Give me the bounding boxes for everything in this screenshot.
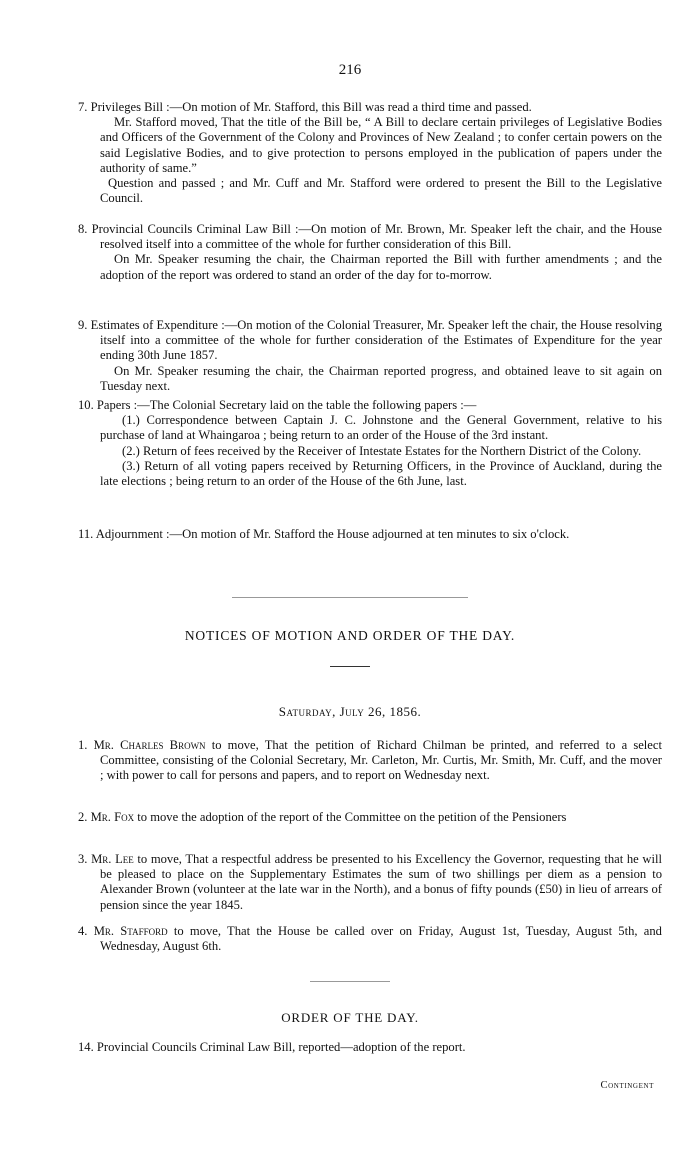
- notice-text: 1. Mr. Charles Brown to move, That the petition of Richard Chilman be printed, and referred to a select Committee, consisting of the Colonial Secretary, Mr. Carleton, Mr. Curtis, Mr. Smith, Mr. Cuff, and the mover ; with power to call for persons and papers, and to report on Wednesday next.: [78, 738, 662, 783]
- notices-heading: NOTICES OF MOTION AND ORDER OF THE DAY.: [184, 628, 516, 643]
- member-name: Mr. Lee: [91, 852, 134, 866]
- proceeding-item-11: [78, 527, 662, 542]
- paper-entry: (1.) Correspondence between Captain J. C. Johnstone and the General Government, relative to his purchase of land at Whaingaroa ; being return to an order of the House of the 3rd instant.: [100, 413, 662, 443]
- section-divider: [232, 597, 468, 598]
- proceeding-item-10: [78, 398, 662, 489]
- paper-entry: (3.) Return of all voting papers received by Returning Officers, in the Province of Auckland, during the late elections ; being return to an order of the House of the 6th June, last.: [100, 458, 662, 489]
- catchword: Contingent: [600, 1080, 654, 1091]
- proceeding-item-9: [78, 318, 662, 394]
- notice-text: 3. Mr. Lee to move, That a respectful address be presented to his Excellency the Governor, requesting that he will be pleased to place on the Supplementary Estimates the sum of two shillings per diem as a pension to Alexander Brown (volunteer at the late war in the North), and a bonus of fifty pounds (£50) in lieu of arrears of pension since the year 1845.: [78, 852, 662, 912]
- paper-entry: (2.) Return of fees received by the Receiver of Intestate Estates for the Northern District of the Colony.: [122, 443, 642, 458]
- item-lead: 9. Estimates of Expenditure :—On motion of the Colonial Treasurer, Mr. Speaker left the chair, the House resolving itself into a committee of the whole for further consideration of the Estimates of Expenditure for the year ending 30th June 1857.: [78, 318, 662, 363]
- notice-1: [78, 738, 662, 784]
- notice-text: 2. Mr. Fox to move the adoption of the report of the Committee on the petition of the Pensioners: [78, 810, 567, 824]
- proceeding-item-8: [78, 222, 662, 283]
- proceeding-item-7: [78, 100, 662, 206]
- short-rule: [330, 666, 370, 667]
- item-lead: 10. Papers :—The Colonial Secretary laid on the table the following papers :—: [78, 398, 477, 412]
- item-lead: 7. Privileges Bill :—On motion of Mr. Stafford, this Bill was read a third time and passed.: [78, 100, 532, 114]
- notices-date: Saturday, July 26, 1856.: [278, 704, 422, 719]
- item-lead: 8. Provincial Councils Criminal Law Bill :—On motion of Mr. Brown, Mr. Speaker left the chair, and the House resolved itself into a committee of the whole for further consideration of this Bill.: [78, 222, 663, 252]
- item-lead: 11. Adjournment :—On motion of Mr. Stafford the House adjourned at ten minutes to six o'clock.: [78, 527, 570, 541]
- section-divider: [310, 981, 390, 982]
- order-item: [78, 1040, 662, 1055]
- order-heading: ORDER OF THE DAY.: [281, 1010, 419, 1025]
- order-text: 14. Provincial Councils Criminal Law Bill, reported—adoption of the report.: [78, 1040, 466, 1054]
- item-para: On Mr. Speaker resuming the chair, the Chairman reported progress, and obtained leave to sit again on Tuesday next.: [100, 363, 662, 393]
- page-number: 216: [338, 62, 362, 78]
- member-name: Mr. Stafford: [93, 924, 168, 938]
- member-name: Mr. Fox: [90, 810, 135, 824]
- notice-text: 4. Mr. Stafford to move, That the House be called over on Friday, August 1st, Tuesday, August 5th, and Wednesday, August 6th.: [78, 924, 662, 954]
- item-para: Question and passed ; and Mr. Cuff and Mr. Stafford were ordered to present the Bill to the Legislative Council.: [100, 176, 662, 206]
- notice-3: [78, 852, 662, 913]
- member-name: Mr. Charles Brown: [93, 738, 206, 752]
- notice-2: [78, 810, 662, 825]
- notice-4: [78, 924, 662, 954]
- item-para: On Mr. Speaker resuming the chair, the Chairman reported the Bill with further amendments ; and the adoption of the report was ordered to stand an order of the day for to-morrow.: [100, 252, 662, 282]
- item-para: Mr. Stafford moved, That the title of the Bill be, “ A Bill to declare certain privileges of Legislative Bodies and Officers of the Government of the Colony and Provinces of New Zealand ; to confer certain powers on the said Legislative Bodies, and to give protection to persons employed in the publication of papers under the authority of same.”: [100, 115, 662, 175]
